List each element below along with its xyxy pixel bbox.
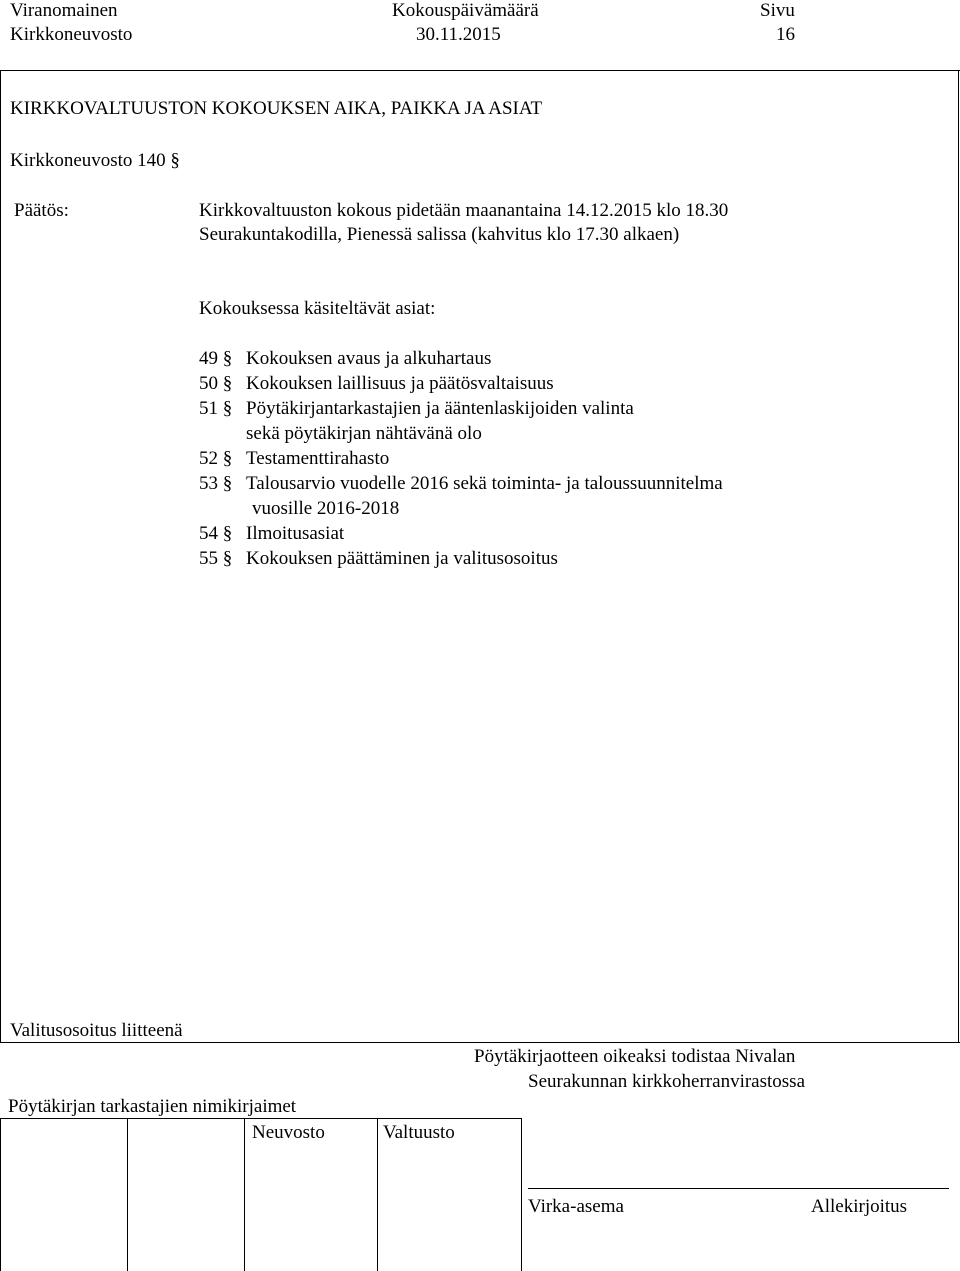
agenda-item-number: 49 § [199, 348, 233, 369]
document-title: KIRKKOVALTUUSTON KOKOUKSEN AIKA, PAIKKA JA ASIAT [10, 98, 543, 119]
agenda-item-text: Pöytäkirjantarkastajien ja ääntenlaskijoiden valinta [246, 398, 634, 419]
header-authority-label: Viranomainen [10, 0, 118, 21]
certification-line2: Seurakunnan kirkkoherranvirastossa [528, 1071, 806, 1092]
initials-table-divider [377, 1118, 378, 1271]
agenda-item-number: 51 § [199, 398, 233, 419]
agenda-item-number: 52 § [199, 448, 233, 469]
agenda-item-text: Kokouksen avaus ja alkuhartaus [246, 348, 492, 369]
certification-line1: Pöytäkirjaotteen oikeaksi todistaa Nivalan [474, 1046, 796, 1067]
agenda-item-number: 54 § [199, 523, 233, 544]
position-label: Virka-asema [528, 1196, 624, 1217]
document-reference: Kirkkoneuvosto 140 § [10, 150, 180, 171]
frame-top-border [0, 70, 960, 71]
agenda-item-continuation: vuosille 2016-2018 [252, 498, 400, 519]
initials-table-divider [127, 1118, 128, 1271]
agenda-item-text: Kokouksen laillisuus ja päätösvaltaisuus [246, 373, 554, 394]
agenda-item-text: Ilmoitusasiat [246, 523, 345, 544]
frame-bottom-border [0, 1042, 960, 1043]
frame-left-border [0, 70, 1, 1043]
decision-label: Päätös: [14, 200, 69, 221]
header-authority-value: Kirkkoneuvosto [10, 24, 133, 45]
frame-right-border [958, 70, 959, 1043]
agenda-heading: Kokouksessa käsiteltävät asiat: [199, 298, 436, 319]
initials-table-divider [244, 1118, 245, 1271]
agenda-item-number: 50 § [199, 373, 233, 394]
initials-table-divider [0, 1118, 1, 1271]
agenda-item-continuation: sekä pöytäkirjan nähtävänä olo [246, 423, 482, 444]
appeal-note: Valitusosoitus liitteenä [10, 1020, 183, 1041]
agenda-item-number: 53 § [199, 473, 233, 494]
initials-table-divider [521, 1118, 522, 1271]
agenda-item-text: Testamenttirahasto [246, 448, 390, 469]
signature-label: Allekirjoitus [811, 1196, 908, 1217]
initials-table-top-border [0, 1118, 522, 1119]
initials-col-neuvosto: Neuvosto [252, 1122, 325, 1143]
header-page-label: Sivu [760, 0, 795, 21]
initials-label: Pöytäkirjan tarkastajien nimikirjaimet [8, 1096, 297, 1117]
header-page-value: 16 [776, 24, 795, 45]
agenda-item-number: 55 § [199, 548, 233, 569]
agenda-item-text: Kokouksen päättäminen ja valitusosoitus [246, 548, 558, 569]
signature-line [528, 1188, 949, 1189]
initials-col-valtuusto: Valtuusto [383, 1122, 455, 1143]
agenda-item-text: Talousarvio vuodelle 2016 sekä toiminta- ja taloussuunnitelma [246, 473, 723, 494]
decision-text-line1: Kirkkovaltuuston kokous pidetään maanantaina 14.12.2015 klo 18.30 [199, 200, 729, 221]
decision-text-line2: Seurakuntakodilla, Pienessä salissa (kahvitus klo 17.30 alkaen) [199, 224, 680, 245]
header-date-label: Kokouspäivämäärä [392, 0, 539, 21]
header-date-value: 30.11.2015 [416, 24, 501, 45]
